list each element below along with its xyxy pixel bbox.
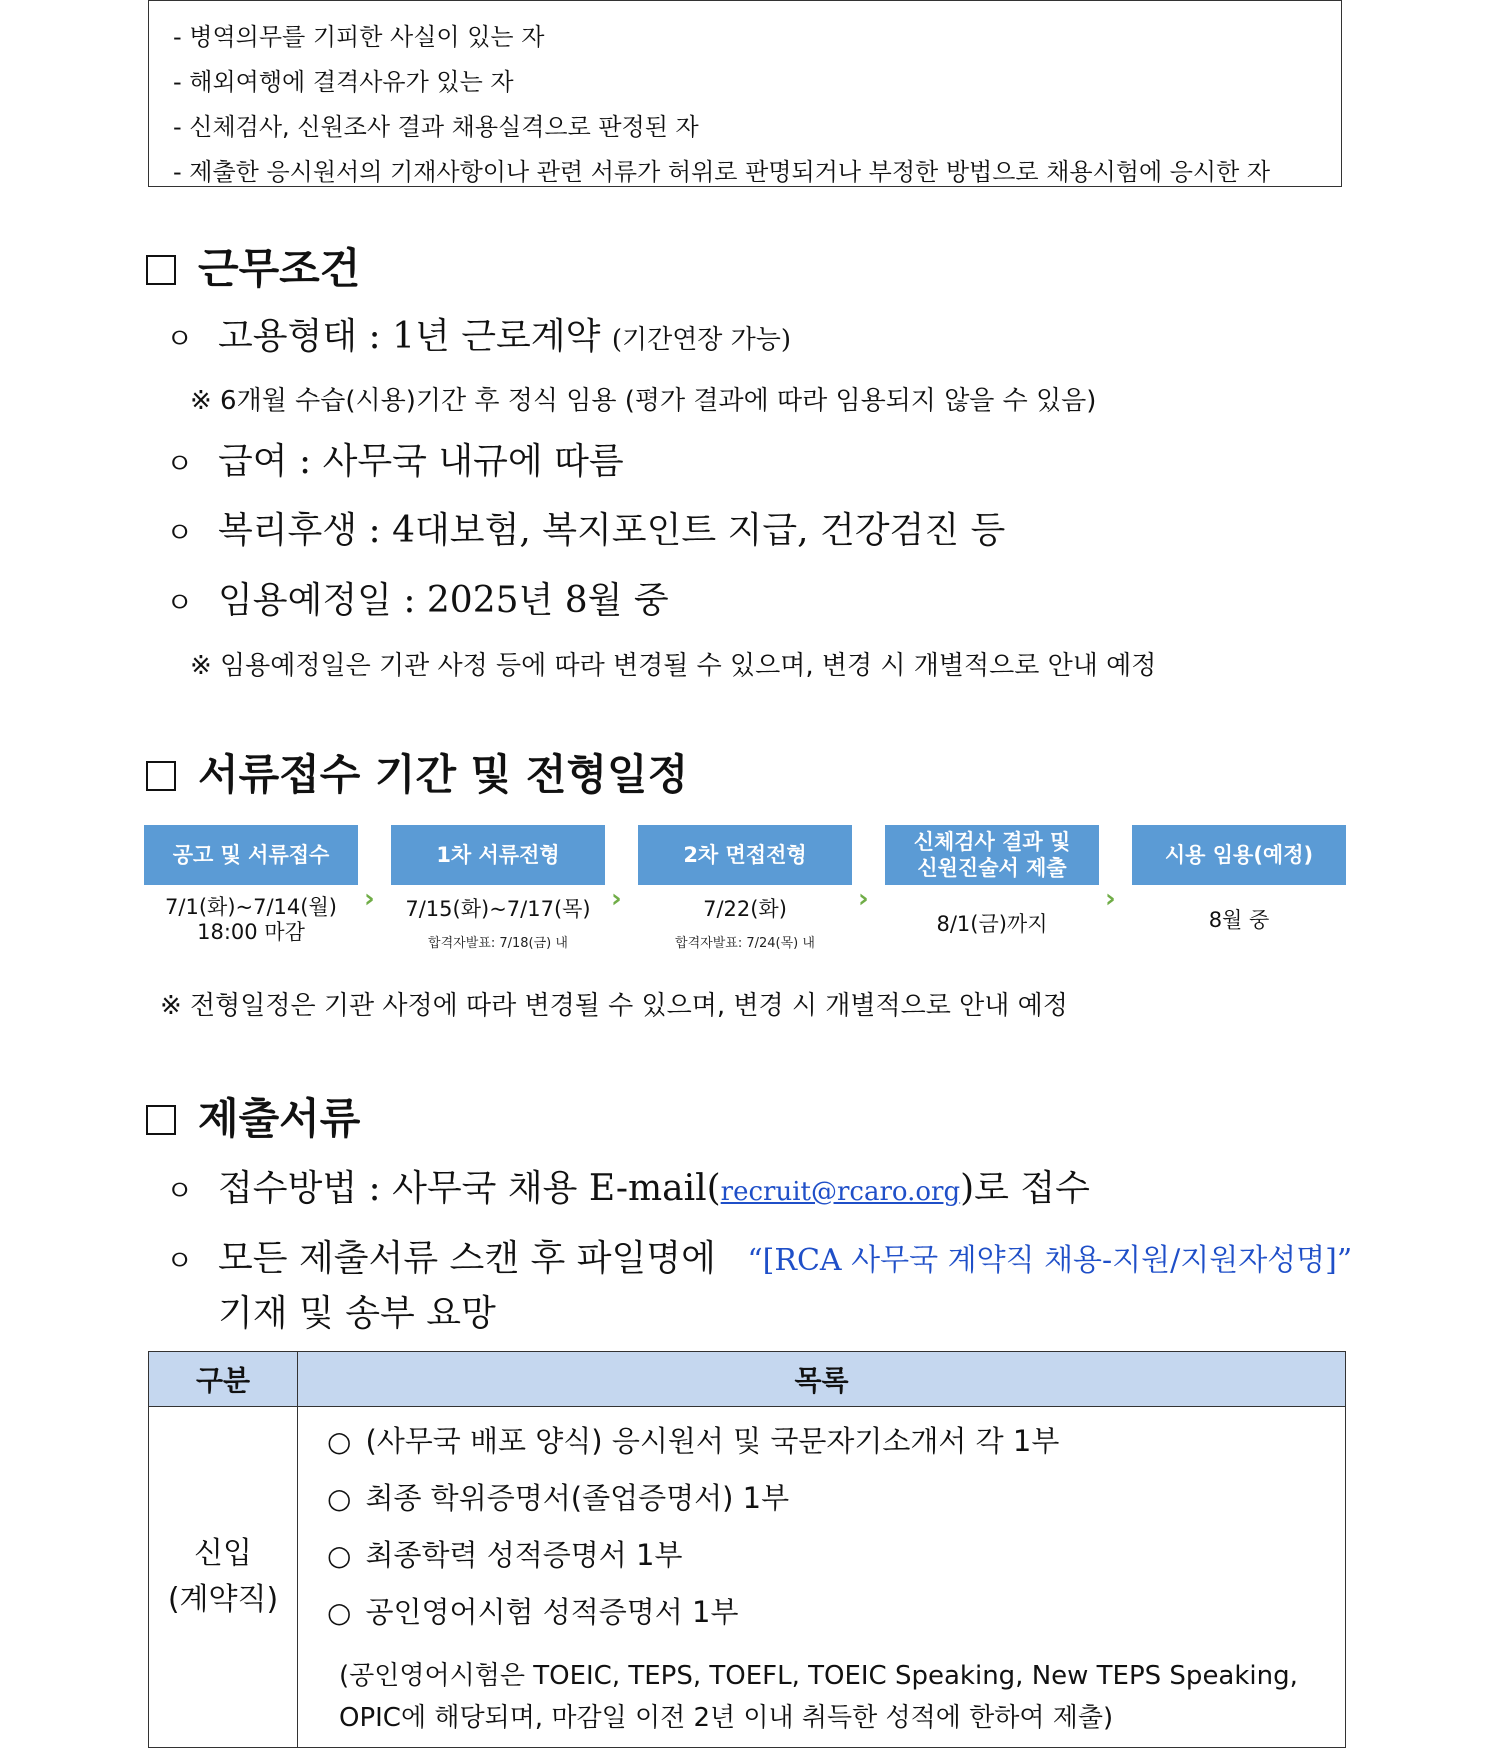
step-4-date: 8/1(금)까지	[936, 912, 1048, 936]
document-item: ○ 공인영어시험 성적증명서 1부	[327, 1595, 739, 1629]
schedule-note: ※ 전형일정은 기관 사정에 따라 변경될 수 있으며, 변경 시 개별적으로 안내 예정	[160, 991, 1068, 1021]
filename-instruction: ㅇ 모든 제출서류 스캔 후 파일명에 “[RCA 사무국 계약직 채용-지원/지원자성명]”	[166, 1238, 1353, 1279]
step-1-date: 7/1(화)~7/14(월) 18:00 마감	[165, 895, 337, 944]
section-schedule	[146, 742, 688, 802]
chevron-right-icon: ›	[1105, 884, 1116, 914]
disqualification-item: - 신체검사, 신원조사 결과 채용실격으로 판정된 자	[173, 113, 699, 141]
disqualification-item: - 병역의무를 기피한 사실이 있는 자	[173, 23, 545, 51]
circle-bullet-icon: ○	[327, 1596, 352, 1629]
checkbox-square-icon	[146, 761, 176, 791]
section-title: 제출서류	[198, 1094, 361, 1143]
disqualification-box	[148, 0, 1342, 187]
disqualification-item: - 제출한 응시원서의 기재사항이나 관련 서류가 허위로 판명되거나 부정한 방법으로 채용시험에 응시한 자	[173, 158, 1271, 186]
schedule-step-1: 공고 및 서류접수	[144, 825, 358, 885]
section-title: 서류접수 기간 및 전형일정	[198, 750, 689, 799]
chevron-right-icon: ›	[611, 884, 622, 914]
probation-note: ※ 6개월 수습(시용)기간 후 정식 임용 (평가 결과에 따라 임용되지 않을 수 있음)	[190, 386, 1097, 416]
header-category: 구분	[149, 1352, 298, 1407]
step-2-announce: 합격자발표: 7/18(금) 내	[428, 936, 568, 951]
step-2-date: 7/15(화)~7/17(목)	[405, 897, 591, 921]
circle-bullet-icon: ○	[327, 1482, 352, 1515]
schedule-step-2: 1차 서류전형	[391, 825, 605, 885]
schedule-step-5: 시용 임용(예정)	[1132, 825, 1346, 885]
document-item: ○ 최종학력 성적증명서 1부	[327, 1538, 683, 1572]
step-5-date: 8월 중	[1208, 908, 1270, 932]
section-working-conditions	[146, 236, 360, 296]
header-list: 목록	[298, 1352, 1346, 1407]
document-item: ○ 최종 학위증명서(졸업증명서) 1부	[327, 1481, 790, 1515]
schedule-step-4: 신체검사 결과 및 신원진술서 제출	[885, 825, 1099, 885]
category-cell: 신입 (계약직)	[149, 1407, 298, 1748]
circle-bullet-icon: ○	[327, 1425, 352, 1458]
document-item: ○ (사무국 배포 양식) 응시원서 및 국문자기소개서 각 1부	[327, 1424, 1060, 1458]
start-date-note: ※ 임용예정일은 기관 사정 등에 따라 변경될 수 있으며, 변경 시 개별적으로 안내 예정	[190, 651, 1157, 681]
checkbox-square-icon	[146, 1105, 176, 1135]
documents-table	[148, 1351, 1346, 1748]
salary: ㅇ 급여 : 사무국 내규에 따름	[166, 441, 624, 482]
checkbox-square-icon	[146, 255, 176, 285]
filename-format: “[RCA 사무국 계약직 채용-지원/지원자성명]”	[747, 1243, 1353, 1278]
submission-method: ㅇ 접수방법 : 사무국 채용 E-mail(recruit@rcaro.org)로 접수	[166, 1168, 1090, 1209]
email-link[interactable]: recruit@rcaro.org	[720, 1177, 961, 1207]
document-list-cell	[298, 1407, 1346, 1748]
step-3-date: 7/22(화)	[703, 897, 787, 921]
step-3-announce: 합격자발표: 7/24(목) 내	[675, 936, 815, 951]
employment-type: ㅇ 고용형태 : 1년 근로계약 (기간연장 가능)	[166, 316, 792, 357]
english-test-note: (공인영어시험은 TOEIC, TEPS, TOEFL, TOEIC Speaking, New TEPS Speaking, OPIC에 해당되며, 마감일 이전 2년 이내 취득한 성적에 한하여 제출)	[339, 1661, 1298, 1733]
circle-bullet-icon: ○	[327, 1539, 352, 1572]
start-date: ㅇ 임용예정일 : 2025년 8월 중	[166, 580, 669, 621]
chevron-right-icon: ›	[364, 884, 375, 914]
welfare: ㅇ 복리후생 : 4대보험, 복지포인트 지급, 건강검진 등	[166, 510, 1006, 551]
chevron-right-icon: ›	[858, 884, 869, 914]
filename-instruction-cont: 기재 및 송부 요망	[218, 1293, 496, 1334]
schedule-step-3: 2차 면접전형	[638, 825, 852, 885]
section-title: 근무조건	[198, 244, 361, 293]
section-documents	[146, 1086, 360, 1146]
disqualification-item: - 해외여행에 결격사유가 있는 자	[173, 68, 514, 96]
